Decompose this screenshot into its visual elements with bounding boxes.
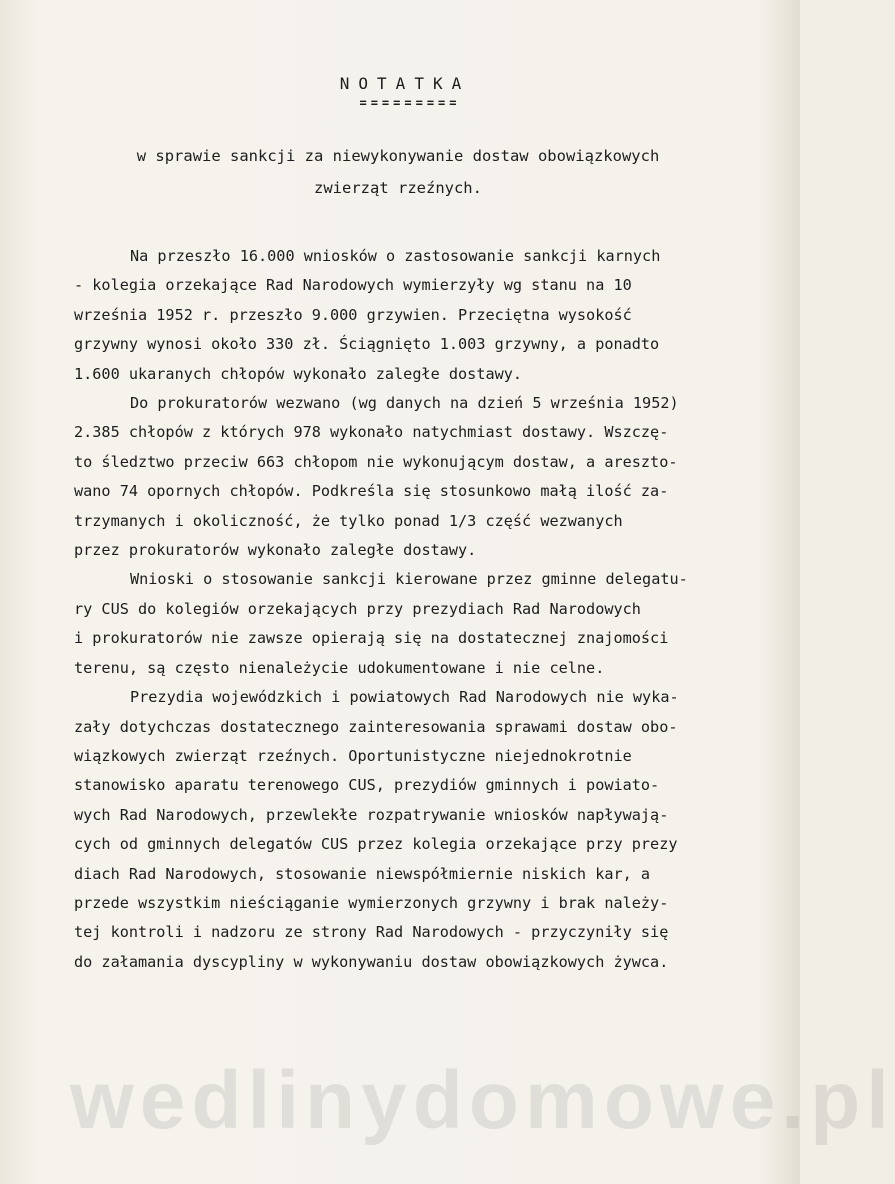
text-line: 1.600 ukaranych chłopów wykonało zaległe dostawy. [74, 364, 523, 383]
text-line: do załamania dyscypliny w wykonywaniu dostaw obowiązkowych żywca. [74, 952, 669, 971]
text-line: Wnioski o stosowanie sankcji kierowane przez gminne delegatu- [130, 570, 688, 589]
text-line: tej kontroli i nadzoru ze strony Rad Narodowych - przyczyniły się [74, 923, 669, 942]
text-line: i prokuratorów nie zawsze opierają się na dostatecznej znajomości [74, 629, 669, 648]
title-underline: ========= [359, 96, 461, 110]
text-line: ry CUS do kolegiów orzekających przy prezydiach Rad Narodowych [74, 599, 641, 618]
text-line: grzywny wynosi około 330 zł. Ściągnięto 1.003 grzywny, a ponadto [74, 335, 660, 354]
text-line: 2.385 chłopów z których 978 wykonało natychmiast dostawy. Wszczę- [74, 423, 669, 442]
text-line: stanowisko aparatu terenowego CUS, prezydiów gminnych i powiato- [74, 776, 660, 795]
subtitle-line: w sprawie sankcji za niewykonywanie dostaw obowiązkowych [136, 147, 660, 165]
document-body [74, 242, 766, 977]
text-line: Na przeszło 16.000 wniosków o zastosowanie sankcji karnych [130, 247, 661, 265]
document-subtitle [78, 140, 718, 204]
paragraph [74, 683, 766, 977]
text-line: wych Rad Narodowych, przewlekłe rozpatrywanie wniosków napływają- [74, 805, 669, 824]
text-line: terenu, są często nienależycie udokumentowane i nie celne. [74, 658, 605, 677]
paragraph [74, 565, 766, 683]
paragraph [74, 242, 766, 389]
subtitle-line: zwierząt rzeźnych. [314, 179, 482, 197]
text-line: to śledztwo przeciw 663 chłopom nie wykonującym dostaw, a areszto- [74, 452, 678, 471]
text-line: września 1952 r. przeszło 9.000 grzywien. Przeciętna wysokość [74, 305, 632, 324]
text-line: Prezydia wojewódzkich i powiatowych Rad Narodowych nie wyka- [130, 688, 679, 707]
text-line: zały dotychczas dostatecznego zainteresowania sprawami dostaw obo- [74, 717, 678, 736]
watermark: wedlinydomowe.pl [70, 1055, 895, 1146]
text-line: diach Rad Narodowych, stosowanie niewspółmiernie niskich kar, a [74, 864, 651, 883]
document-title: NOTATKA [339, 74, 471, 93]
text-line: przez prokuratorów wykonało zaległe dostawy. [74, 541, 477, 560]
text-line: przede wszystkim nieściąganie wymierzonych grzywny i brak należy- [74, 893, 669, 912]
text-line: - kolegia orzekające Rad Narodowych wymierzyły wg stanu na 10 [74, 276, 632, 295]
text-line: trzymanych i okoliczność, że tylko ponad 1/3 część wezwanych [74, 511, 623, 530]
text-line: Do prokuratorów wezwano (wg danych na dzień 5 września 1952) [130, 394, 679, 413]
text-line: cych od gminnych delegatów CUS przez kolegia orzekające przy prezy [74, 835, 678, 854]
paragraph [74, 389, 766, 565]
text-line: wano 74 opornych chłopów. Podkreśla się stosunkowo małą ilość za- [74, 482, 669, 501]
text-line: wiązkowych zwierząt rzeźnych. Oportunistyczne niejednokrotnie [74, 746, 632, 765]
